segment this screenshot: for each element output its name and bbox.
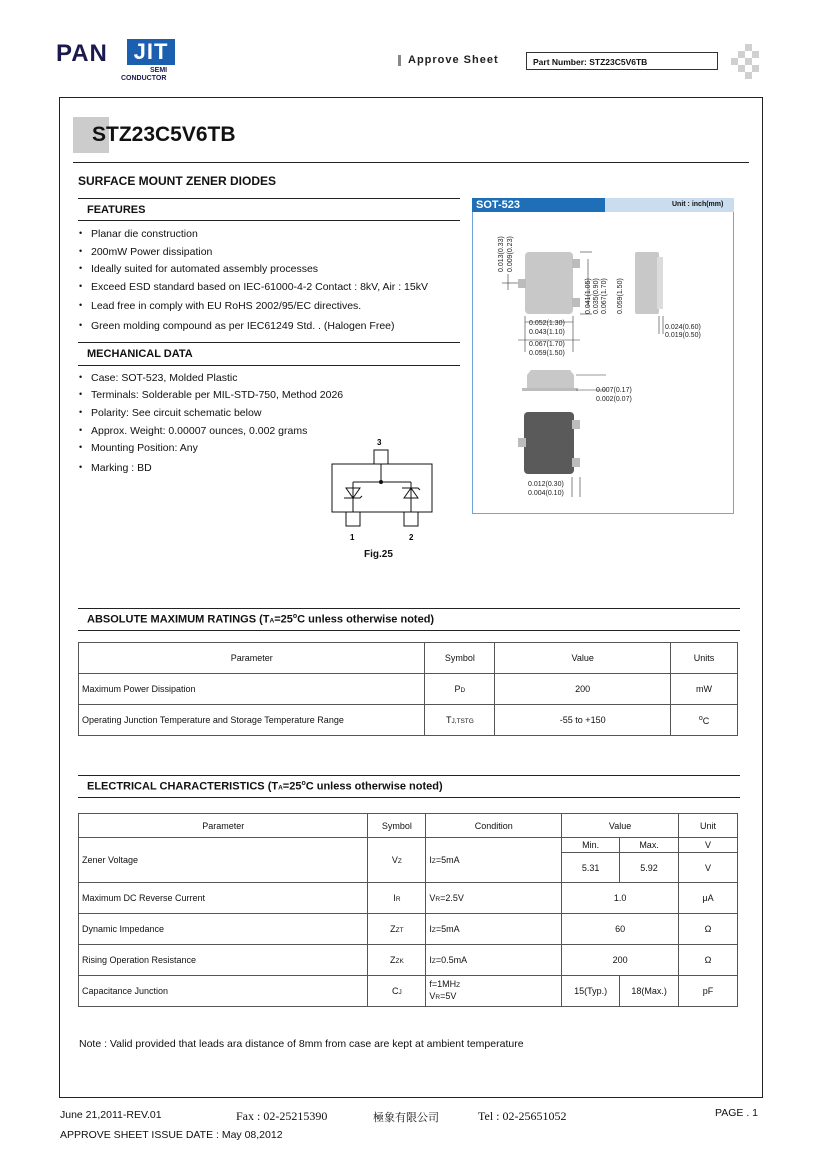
cell-param: Operating Junction Temperature and Storage Temperature Range — [79, 705, 425, 736]
dim-label: 0.043(1.10) — [529, 329, 565, 336]
abs-max-rule-top — [78, 608, 740, 609]
features-rule-bottom — [78, 220, 460, 221]
list-item: • Ideally suited for automated assembly processes — [79, 263, 428, 281]
cell-max: 5.92 — [620, 853, 679, 883]
dim-label: 0.012(0.30) — [528, 481, 564, 488]
list-item: • Terminals: Solderable per MIL-STD-750, Method 2026 — [79, 389, 343, 407]
table-row — [79, 945, 738, 976]
pin1-label: 1 — [350, 533, 355, 542]
col-header: Parameter — [79, 814, 368, 838]
cell-value: 60 — [562, 914, 679, 945]
list-item: • Planar die construction — [79, 228, 428, 246]
approve-sheet-label: Approve Sheet — [408, 54, 499, 66]
table-row — [79, 883, 738, 914]
abs-max-heading: ABSOLUTE MAXIMUM RATINGS ($TA=25^oC$ unless otherwise noted) — [87, 613, 435, 626]
cell-value: -55 to +150 — [495, 705, 671, 736]
features-rule-top — [78, 198, 460, 199]
dim-label: 0.059(1.50) — [617, 278, 624, 314]
package-title: SOT-523 — [472, 198, 605, 212]
mechanical-rule-top — [78, 342, 460, 343]
cell-value: 200 — [562, 945, 679, 976]
table-row — [79, 914, 738, 945]
dim-label: 0.067(1.70) — [601, 278, 608, 314]
cell-param: Maximum DC Reverse Current — [79, 883, 368, 914]
page-subtitle: SURFACE MOUNT ZENER DIODES — [78, 174, 277, 188]
body-bottom-view — [524, 412, 574, 474]
cell-param: Rising Operation Resistance — [79, 945, 368, 976]
cell-symbol: VZ — [368, 838, 426, 883]
lead-right-top — [572, 259, 580, 268]
col-header: Symbol — [368, 814, 426, 838]
col-header: Value — [562, 814, 679, 838]
footer-company: 極象有限公司 — [373, 1111, 439, 1124]
body-profile-view — [527, 370, 574, 390]
list-item: • Polarity: See circuit schematic below — [79, 407, 343, 425]
cell-param: Maximum Power Dissipation — [79, 674, 425, 705]
logo-semi: SEMI — [150, 67, 168, 74]
footer-issue-date: APPROVE SHEET ISSUE DATE : May 08,2012 — [60, 1129, 283, 1141]
col-header: Value — [495, 643, 671, 674]
lead-bottom-right-bottom — [572, 458, 580, 467]
cell-unit: Ω — [679, 914, 738, 945]
cell-unit: μA — [679, 883, 738, 914]
figure-caption: Fig.25 — [364, 549, 393, 560]
cell-condition: f=1MHZ VR=5V — [426, 976, 562, 1007]
lead-bottom-right-top — [572, 420, 580, 429]
footer-fax: Fax : 02-25215390 — [236, 1109, 328, 1123]
cell-min: 5.31 — [562, 853, 620, 883]
cell-value: 1.0 — [562, 883, 679, 914]
col-header: Parameter — [79, 643, 425, 674]
circuit-schematic — [330, 436, 440, 546]
cell-symbol: PD — [425, 674, 495, 705]
dim-label: 0.041(1.05) — [585, 278, 592, 314]
footer-tel: Tel : 02-25651052 — [478, 1109, 567, 1123]
features-list — [79, 228, 428, 338]
col-header: Symbol — [425, 643, 495, 674]
cell-symbol: CJ — [368, 976, 426, 1007]
elec-table — [78, 813, 738, 1007]
dim-label: 0.024(0.60) — [665, 324, 701, 331]
dim-label: 0.007(0.17) — [596, 387, 632, 394]
table-header-row — [79, 643, 738, 674]
cell-param: Capacitance Junction — [79, 976, 368, 1007]
pin1-pad — [346, 512, 360, 526]
lead-bottom-left — [518, 438, 526, 447]
body-side-view — [635, 252, 659, 314]
dim-label: 0.052(1.30) — [529, 320, 565, 327]
cell-value: 200 — [495, 674, 671, 705]
lead-profile — [522, 388, 578, 391]
lead-left — [518, 279, 526, 288]
table-header-row — [79, 814, 738, 838]
pin3-label: 3 — [377, 438, 382, 447]
dim-label: 0.004(0.10) — [528, 490, 564, 497]
cell-condition: IZ=0.5mA — [426, 945, 562, 976]
cell-condition: IZ=5mA — [426, 914, 562, 945]
mechanical-list — [79, 372, 343, 480]
lead-right-bottom — [572, 298, 580, 307]
list-item: • Exceed ESD standard based on IEC-61000-4-2 Contact : 8kV, Air : 15kV — [79, 281, 428, 300]
footer-date: June 21,2011-REV.01 — [60, 1109, 162, 1121]
cell-unit: pF — [679, 976, 738, 1007]
cell-symbol: TJ,TSTG — [425, 705, 495, 736]
table-row — [79, 705, 738, 736]
elec-rule-top — [78, 775, 740, 776]
cell-min: 15(Typ.) — [562, 976, 620, 1007]
cell-param: Zener Voltage — [79, 838, 368, 883]
package-unit: Unit : inch(mm) — [672, 201, 724, 208]
pin2-label: 2 — [409, 533, 414, 542]
list-item: • Mounting Position: Any — [79, 442, 343, 462]
abs-max-rule-bottom — [78, 630, 740, 631]
cell-max: 18(Max.) — [620, 976, 679, 1007]
cell-condition: IZ=5mA — [426, 838, 562, 883]
mechanical-rule-bottom — [78, 365, 460, 366]
abs-max-table — [78, 642, 738, 736]
list-item: • Marking : BD — [79, 462, 343, 480]
list-item: • Approx. Weight: 0.00007 ounces, 0.002 grams — [79, 425, 343, 442]
pin3-pad — [374, 450, 388, 464]
note-text: Note : Valid provided that leads ara distance of 8mm from case are kept at ambient temperature — [79, 1038, 524, 1050]
title-divider — [73, 162, 749, 163]
dim-label: 0.019(0.50) — [665, 332, 701, 339]
footer-page: PAGE . 1 — [715, 1107, 758, 1119]
col-header-max: Max. — [620, 838, 679, 853]
cell-unit: V — [679, 838, 738, 853]
list-item: • Lead free in comply with EU RoHS 2002/95/EC directives. — [79, 300, 428, 320]
pin2-pad — [404, 512, 418, 526]
cell-unit: mW — [671, 674, 738, 705]
cell-unit: Ω — [679, 945, 738, 976]
list-item: • 200mW Power dissipation — [79, 246, 428, 263]
cell-symbol: IR — [368, 883, 426, 914]
dim-label: 0.067(1.70) — [529, 341, 565, 348]
dim-label: 0.035(0.90) — [593, 278, 600, 314]
body-top-view — [525, 252, 573, 314]
col-header: Unit — [679, 814, 738, 838]
features-heading: FEATURES — [87, 204, 146, 216]
table-row — [79, 976, 738, 1007]
package-outline-drawing — [472, 212, 734, 514]
mechanical-heading: MECHANICAL DATA — [87, 348, 193, 360]
dim-label: 0.013(0.33) — [498, 236, 505, 272]
elec-heading: ELECTRICAL CHARACTERISTICS ($TA=25^oC$ unless otherwise noted) — [87, 780, 443, 793]
table-row — [79, 674, 738, 705]
cell-unit: V — [679, 853, 738, 883]
cell-symbol: ZZK — [368, 945, 426, 976]
list-item: • Green molding compound as per IEC61249 Std. . (Halogen Free) — [79, 320, 428, 338]
col-header: Condition — [426, 814, 562, 838]
col-header: Units — [671, 643, 738, 674]
logo-conductor: CONDUCTOR — [121, 75, 167, 82]
table-row — [79, 838, 738, 853]
page-title: STZ23C5V6TB — [92, 123, 236, 146]
dim-label: 0.002(0.07) — [596, 396, 632, 403]
cell-condition: VR=2.5V — [426, 883, 562, 914]
part-number-box: Part Number: STZ23C5V6TB — [526, 52, 718, 70]
cell-symbol: ZZT — [368, 914, 426, 945]
logo-jit: JIT — [127, 39, 175, 65]
cell-param: Dynamic Impedance — [79, 914, 368, 945]
logo-pan: PAN — [56, 40, 108, 67]
list-item: • Case: SOT-523, Molded Plastic — [79, 372, 343, 389]
col-header-min: Min. — [562, 838, 620, 853]
lead-side-view — [657, 257, 663, 309]
elec-rule-bottom — [78, 797, 740, 798]
cell-unit: $^o$C — [671, 705, 738, 736]
dim-label: 0.009(0.23) — [507, 236, 514, 272]
dim-label: 0.059(1.50) — [529, 350, 565, 357]
